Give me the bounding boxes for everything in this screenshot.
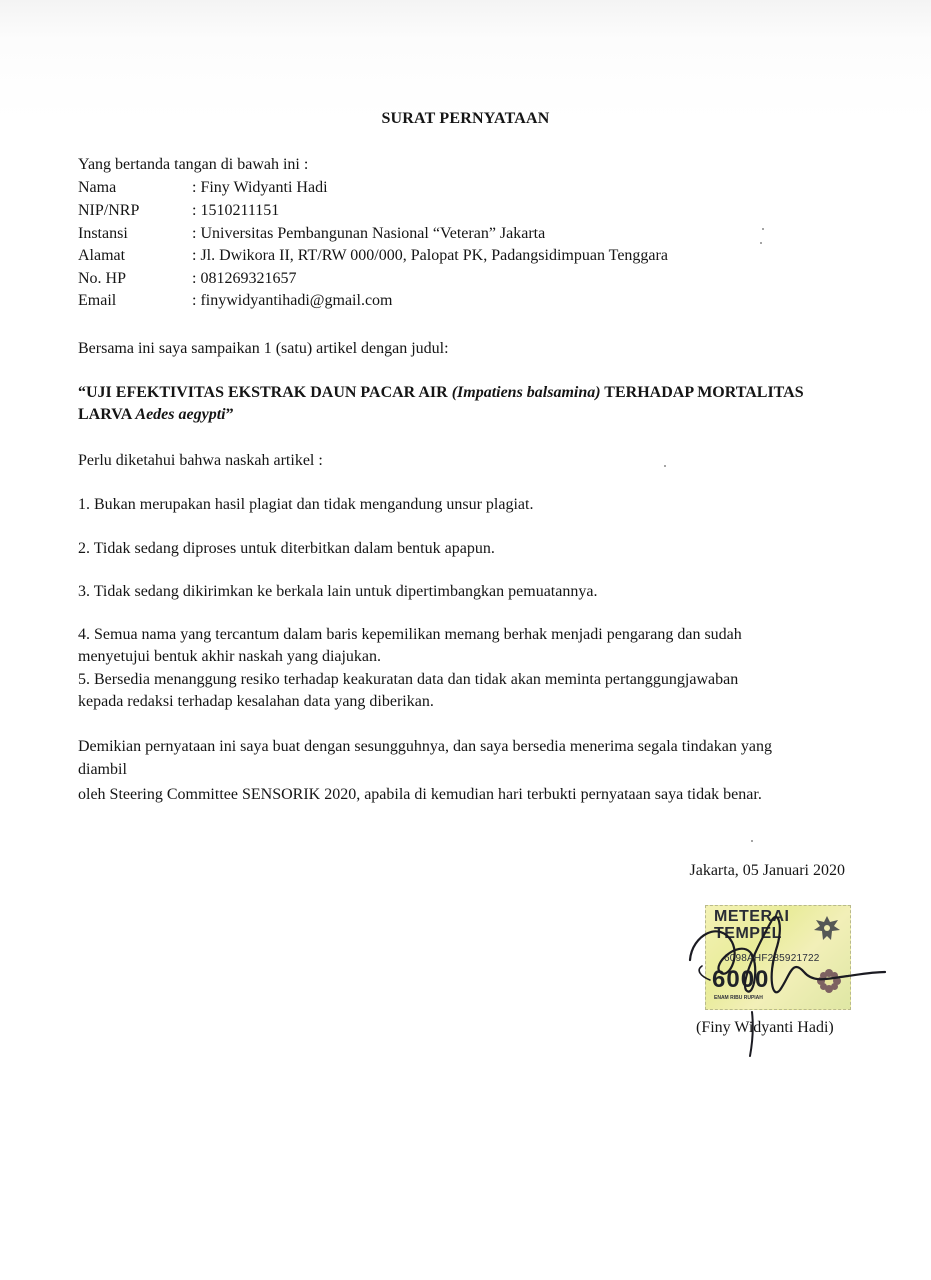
statement-item: 2. Tidak sedang diproses untuk diterbitkan dalam bentuk apapun. (78, 540, 495, 557)
scan-speck (762, 228, 764, 230)
scan-speck (751, 840, 753, 842)
document-title: SURAT PERNYATAAN (381, 110, 550, 127)
identity-value: : 1510211151 (192, 202, 279, 220)
identity-key: NIP/NRP (78, 202, 140, 219)
stamp-serial: 6098AHF285921722 (724, 953, 820, 964)
article-title (78, 382, 838, 426)
submission-line: Bersama ini saya sampaikan 1 (satu) artikel dengan judul: (78, 340, 449, 357)
identity-value: : Finy Widyanti Hadi (192, 179, 328, 197)
identity-value: : 081269321657 (192, 270, 296, 288)
statement-item-continuation: menyetujui bentuk akhir naskah yang diajukan. (78, 648, 382, 665)
notice-line: Perlu diketahui bahwa naskah artikel : (78, 452, 323, 469)
statement-item-continuation: kepada redaksi terhadap kesalahan data yang diberikan. (78, 693, 434, 710)
stamp-line: METERAI (714, 908, 790, 925)
identity-key: Instansi (78, 225, 128, 242)
stamp-value-words: ENAM RIBU RUPIAH (714, 995, 763, 1001)
article-title-part: TERHADAP MORTALITAS LARVA (78, 384, 804, 423)
identity-value: : finywidyantihadi@gmail.com (192, 292, 392, 310)
intro-line: Yang bertanda tangan di bawah ini : (78, 156, 309, 173)
scan-speck (760, 242, 762, 244)
identity-key: Email (78, 292, 117, 309)
identity-value: : Jl. Dwikora II, RT/RW 000/000, Palopat PK, Padangsidimpuan Tenggara (192, 247, 668, 265)
scan-speck (664, 465, 666, 467)
stamp-line: TEMPEL (714, 925, 782, 942)
statement-item: 4. Semua nama yang tercantum dalam baris kepemilikan memang berhak menjadi pengarang dan sudah (78, 626, 742, 643)
stamp-value: 6000 (712, 966, 770, 993)
identity-value: : Universitas Pembangunan Nasional “Veteran” Jakarta (192, 225, 545, 243)
identity-key: No. HP (78, 270, 127, 287)
identity-key: Alamat (78, 247, 126, 264)
statement-item: 5. Bersedia menanggung resiko terhadap keakuratan data dan tidak akan meminta pertanggungjawaban (78, 671, 739, 688)
closing-line: Demikian pernyataan ini saya buat dengan sesungguhnya, dan saya bersedia menerima segala tindakan yang (78, 738, 772, 755)
closing-line: oleh Steering Committee SENSORIK 2020, apabila di kemudian hari terbukti pernyataan saya tidak benar. (78, 786, 762, 803)
statement-item: 1. Bukan merupakan hasil plagiat dan tidak mengandung unsur plagiat. (78, 496, 534, 513)
place-date: Jakarta, 05 Januari 2020 (689, 862, 845, 879)
article-title-part: ” (225, 406, 234, 423)
signer-name: (Finy Widyanti Hadi) (696, 1019, 834, 1036)
statement-item: 3. Tidak sedang dikirimkan ke berkala lain untuk dipertimbangkan pemuatannya. (78, 583, 598, 600)
identity-key: Nama (78, 179, 117, 196)
article-title-part: “UJI EFEKTIVITAS EKSTRAK DAUN PACAR AIR (78, 384, 452, 401)
closing-line: diambil (78, 761, 127, 778)
article-title-species: Aedes aegypti (135, 406, 226, 423)
article-title-species: (Impatiens balsamina) (451, 384, 601, 401)
